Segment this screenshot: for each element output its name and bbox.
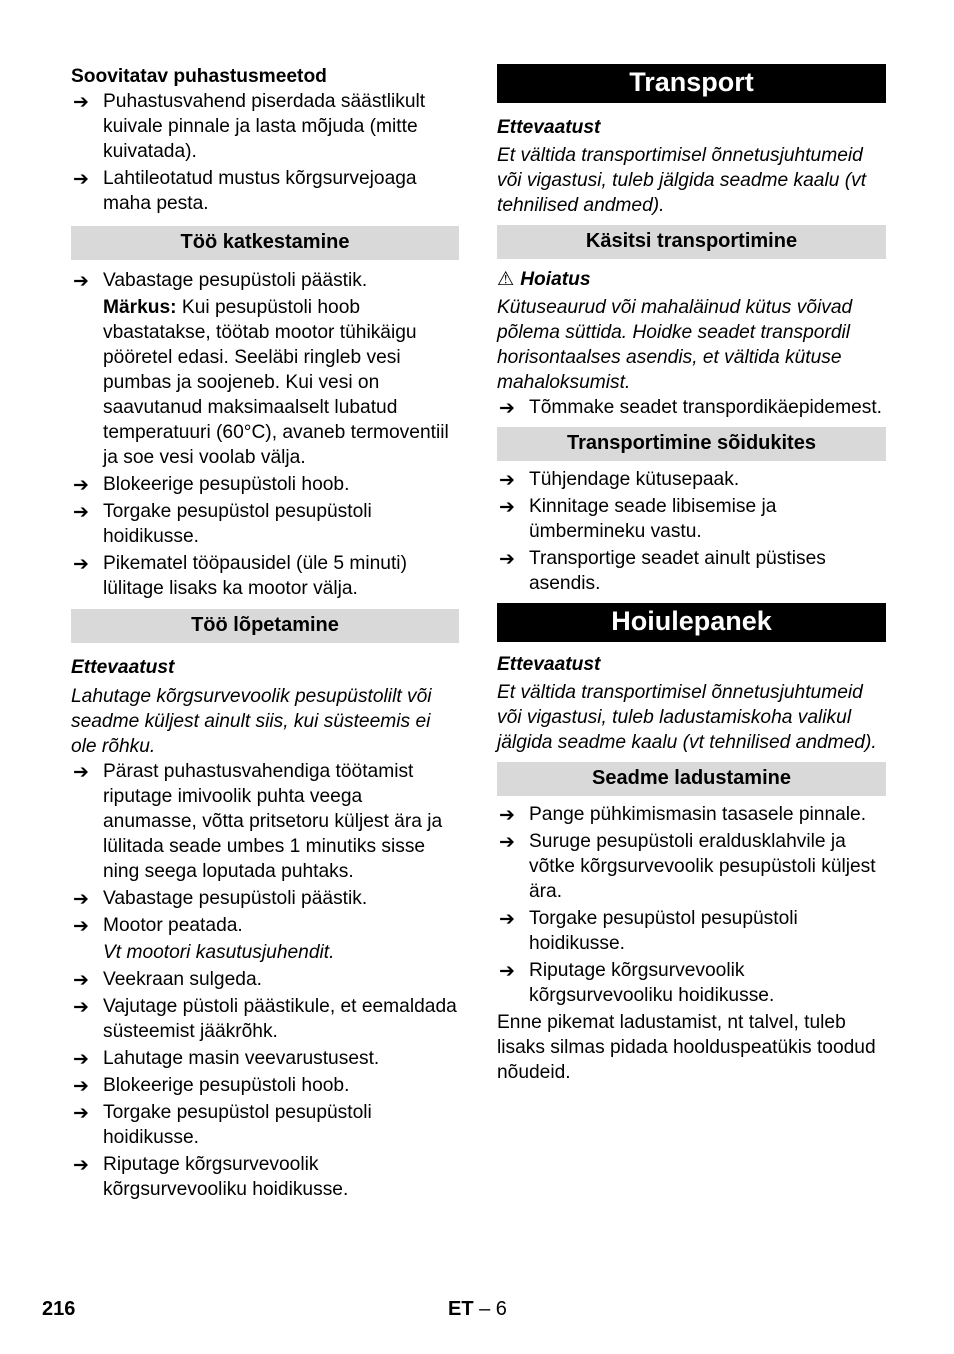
arrow-right-icon: ➔ [73, 1049, 89, 1070]
arrow-right-icon: ➔ [499, 497, 515, 518]
language-page-number: – 6 [473, 1298, 507, 1320]
recommended-method-list [71, 89, 459, 216]
arrow-right-icon: ➔ [499, 470, 515, 491]
interrupt-note [71, 295, 459, 470]
list-item: ➔ Veekraan sulgeda. [73, 969, 262, 991]
list-item: ➔ Tühjendage kütusepaak. [499, 469, 740, 491]
warning-text: Kütuseaurud või mahaläinud kütus võivad põlema süttida. Hoidke seadet transpordil horisontaalses asendis, et vältida kütuse mahaloksumist. [497, 297, 853, 393]
list-item: ➔ Lahutage masin veevarustusest. [73, 1048, 380, 1070]
caution-label: Ettevaatust [71, 657, 175, 678]
device-storage-list [497, 802, 886, 1008]
list-item: ➔ Tõmmake seadet transpordikäepidemest. [499, 397, 883, 419]
arrow-right-icon: ➔ [73, 1103, 89, 1124]
language-page-label [448, 1297, 507, 1322]
list-item: ➔ Torgake pesupüstol pesupüstoli hoidikusse. [73, 501, 372, 547]
arrow-right-icon: ➔ [73, 916, 89, 937]
list-item: ➔ Torgake pesupüstol pesupüstoli hoidikusse. [499, 908, 798, 954]
caution-text: Lahutage kõrgsurvevoolik pesupüstolilt või seadme küljest ainult siis, kui süsteemis ei ole rõhku. [71, 686, 432, 757]
arrow-right-icon: ➔ [499, 832, 515, 853]
warning-label: Hoiatus [520, 269, 591, 290]
list-item: ➔ Blokeerige pesupüstoli hoob. [73, 474, 350, 496]
finish-list-b [71, 967, 459, 1202]
arrow-right-icon: ➔ [73, 1076, 89, 1097]
arrow-right-icon: ➔ [73, 92, 89, 113]
arrow-right-icon: ➔ [73, 502, 89, 523]
warning-triangle-icon: ⚠ [497, 269, 515, 290]
list-item: ➔ Mootor peatada. [73, 915, 243, 937]
list-item: ➔ Suruge pesupüstoli eraldusklahvile ja võtke kõrgsurvevoolik pesupüstoli küljest ära. [499, 831, 876, 902]
list-item: ➔ Transportige seadet ainult püstises asendis. [499, 548, 826, 594]
vehicle-transport-list [497, 467, 886, 596]
list-item: ➔ Riputage kõrgsurvevoolik kõrgsurvevooliku hoidikusse. [73, 1154, 349, 1200]
section-heading-finish: Töö lõpetamine [71, 609, 459, 643]
list-item: ➔ Lahtileotatud mustus kõrgsurvejoaga maha pesta. [73, 168, 417, 214]
note-label: Märkus: [103, 297, 177, 318]
chapter-heading-storage: Hoiulepanek [497, 603, 886, 642]
motor-manual-reference: Vt mootori kasutusjuhendit. [103, 942, 335, 963]
arrow-right-icon: ➔ [73, 169, 89, 190]
list-item: ➔ Vabastage pesupüstoli päästik. [73, 888, 368, 910]
arrow-right-icon: ➔ [499, 961, 515, 982]
list-item: ➔ Kinnitage seade libisemise ja ümbermineku vastu. [499, 496, 777, 542]
arrow-right-icon: ➔ [73, 889, 89, 910]
arrow-right-icon: ➔ [499, 549, 515, 570]
interrupt-list [71, 268, 459, 293]
list-item: ➔ Pange pühkimismasin tasasele pinnale. [499, 804, 867, 826]
storage-final-paragraph: Enne pikemat ladustamist, nt talvel, tuleb lisaks silmas pidada hoolduspeatükis toodud nõudeid. [497, 1012, 876, 1083]
list-item: ➔ Pärast puhastusvahendiga töötamist riputage imivoolik puhta veega anumasse, võtta pritsetoru küljest ära ja lülitada seade umbes 1 minutiks sisse ning seega loputada puhtaks. [73, 761, 443, 882]
arrow-right-icon: ➔ [73, 997, 89, 1018]
list-item: ➔ Puhastusvahend piserdada säästlikult kuivale pinnale ja lasta mõjuda (mitte kuivatada). [73, 91, 426, 162]
caution-text: Et vältida transportimisel õnnetusjuhtumeid või vigastusi, tuleb jälgida seadme kaalu (vt tehnilised andmed). [497, 145, 867, 216]
arrow-right-icon: ➔ [73, 475, 89, 496]
manual-transport-list [497, 395, 886, 420]
section-heading-interrupt: Töö katkestamine [71, 226, 459, 260]
interrupt-list-rest [71, 472, 459, 601]
left-column [71, 64, 459, 1204]
caution-label: Ettevaatust [497, 117, 601, 138]
caution-label: Ettevaatust [497, 654, 601, 675]
page-number: 216 [42, 1298, 76, 1320]
arrow-right-icon: ➔ [73, 970, 89, 991]
language-code: ET [448, 1298, 474, 1320]
arrow-right-icon: ➔ [499, 805, 515, 826]
list-item: ➔ Blokeerige pesupüstoli hoob. [73, 1075, 350, 1097]
finish-list-a [71, 759, 459, 938]
arrow-right-icon: ➔ [73, 554, 89, 575]
list-item: ➔ Pikematel tööpausidel (üle 5 minuti) lülitage lisaks ka mootor välja. [73, 553, 407, 599]
list-item: ➔ Riputage kõrgsurvevoolik kõrgsurvevooliku hoidikusse. [499, 960, 775, 1006]
section-heading-vehicle-transport: Transportimine sõidukites [497, 427, 886, 461]
list-item: ➔ Vajutage püstoli päästikule, et eemaldada süsteemist jääkrõhk. [73, 996, 457, 1042]
section-heading-device-storage: Seadme ladustamine [497, 762, 886, 796]
note-text: Kui pesupüstoli hoob vbastatakse, töötab mootor tühikäigu pööretel edasi. Seeläbi ringleb vesi pumbas ja soojeneb. Kui vesi on saavutanud maksimaalselt lubatud temperatuuri (60°C), avaneb termoventiil ja soe vesi voolab välja. [103, 297, 449, 468]
warning-heading [497, 267, 886, 292]
list-item: ➔ Torgake pesupüstol pesupüstoli hoidikusse. [73, 1102, 372, 1148]
arrow-right-icon: ➔ [73, 762, 89, 783]
right-column [497, 64, 886, 1085]
arrow-right-icon: ➔ [73, 271, 89, 292]
arrow-right-icon: ➔ [73, 1155, 89, 1176]
section-heading-manual-transport: Käsitsi transportimine [497, 225, 886, 259]
arrow-right-icon: ➔ [499, 909, 515, 930]
list-item: ➔ Vabastage pesupüstoli päästik. [73, 270, 368, 292]
recommended-method-title: Soovitatav puhastusmeetod [71, 66, 327, 87]
arrow-right-icon: ➔ [499, 398, 515, 419]
chapter-heading-transport: Transport [497, 64, 886, 103]
caution-text: Et vältida transportimisel õnnetusjuhtumeid või vigastusi, tuleb ladustamiskoha valikul jälgida seadme kaalu (vt tehnilised andmed). [497, 682, 877, 753]
